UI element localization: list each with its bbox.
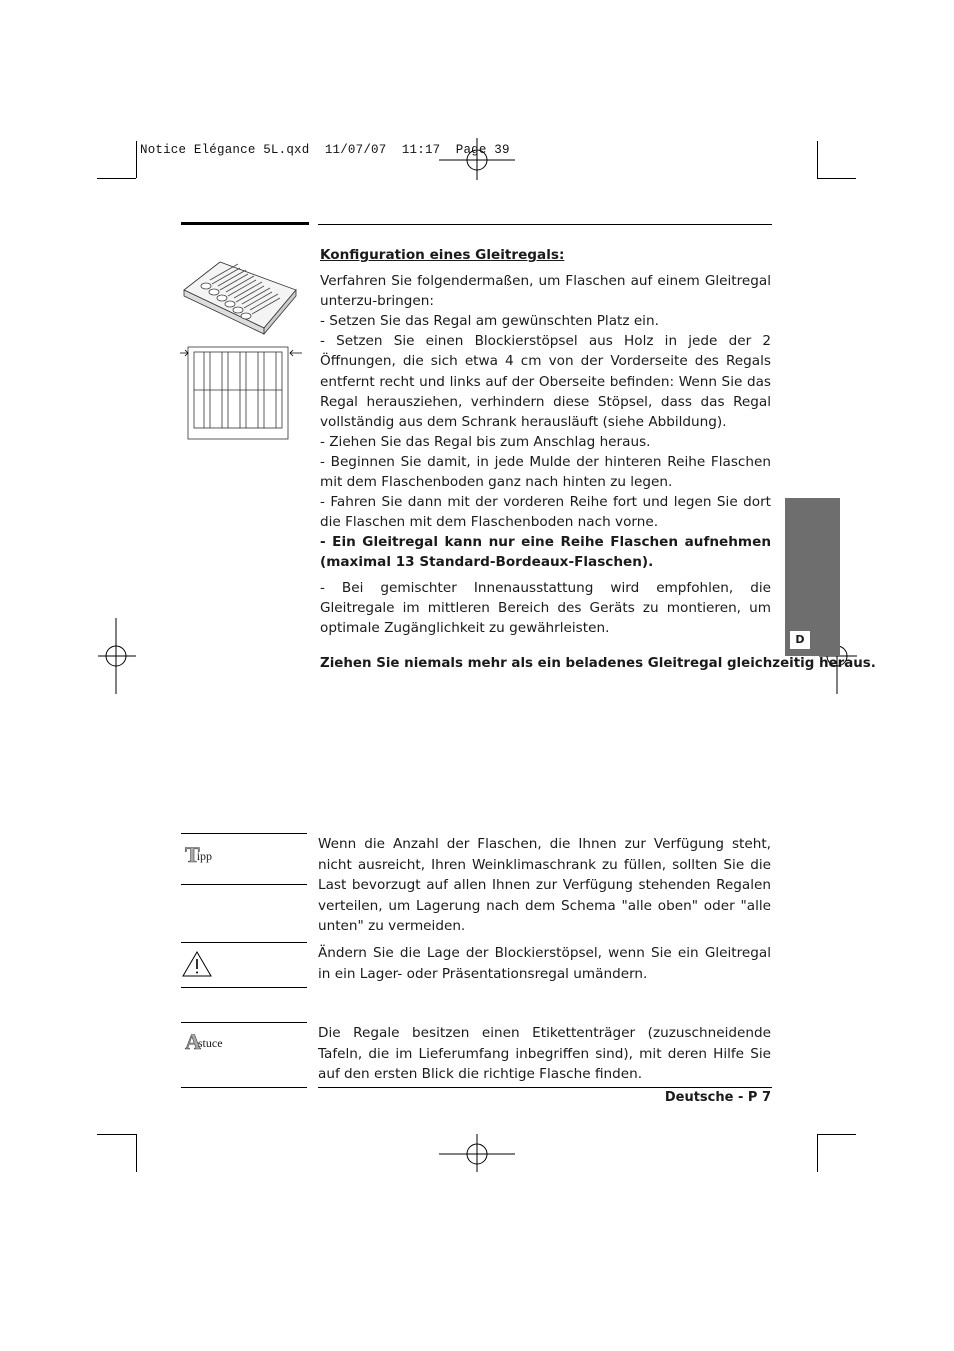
shelf-front-icon: [180, 347, 302, 439]
language-tab-letter: D: [790, 631, 810, 649]
tipp-rule-top: [181, 833, 307, 834]
astuce-initial-icon: A: [185, 1029, 201, 1054]
print-slug: Notice Elégance 5L.qxd 11/07/07 11:17 Page 39: [140, 143, 510, 157]
astuce-rule-bottom: [181, 1087, 307, 1088]
paragraph-step-3: - Ziehen Sie das Regal bis zum Anschlag heraus.: [320, 433, 651, 450]
header-rule-right: [318, 224, 772, 225]
paragraph-step-4: - Beginnen Sie damit, in jede Mulde der hinteren Reihe Flaschen mit dem Flaschenboden ganz nach hinten zu legen.: [320, 453, 771, 491]
astuce-label: [185, 1029, 226, 1055]
tipp-initial-icon: T: [185, 842, 200, 867]
warning-rule-top: [181, 942, 307, 943]
registration-mark-bottom: [437, 1134, 517, 1174]
astuce-rule-top: [181, 1022, 307, 1023]
paragraph-step-1: - Setzen Sie das Regal am gewünschten Platz ein.: [320, 313, 659, 330]
shelf-perspective-icon: [184, 262, 296, 334]
capacity-note: - Ein Gleitregal kann nur eine Reihe Flaschen aufnehmen (maximal 13 Standard-Bordeaux-Flaschen).: [320, 534, 771, 571]
warning-note: [318, 943, 771, 984]
tipp-label: [185, 842, 215, 868]
tipp-rule-bottom: [181, 884, 307, 885]
warning-rule-bottom: [181, 987, 307, 988]
section-heading: Konfiguration eines Gleitregals:: [320, 247, 565, 263]
main-section: [320, 245, 771, 638]
paragraph-step-5: - Fahren Sie dann mit der vorderen Reihe fort und legen Sie dort die Flaschen mit dem Flaschenboden nach vorne.: [320, 494, 771, 531]
paragraph-step-2: - Setzen Sie einen Blockierstöpsel aus Holz in jede der 2 Öffnungen, die sich etwa 4 cm von der Vorderseite des Regals entfernt recht und links auf der Oberseite befinden: Wenn Sie das Regal herausziehen, verhindern diese Stöpsel, dass das Regal vollständig aus dem Schrank herausläuft (siehe Abbildung).: [320, 333, 771, 430]
tipp-note: [318, 834, 771, 937]
registration-mark-left: [96, 616, 138, 696]
warning-triangle-icon: [181, 950, 213, 978]
astuce-note: [318, 1023, 771, 1085]
paragraph-intro: Verfahren Sie folgendermaßen, um Flaschen auf einem Gleitregal unterzu-bringen:: [320, 273, 771, 310]
warning-note-text: Ändern Sie die Lage der Blockierstöpsel, wenn Sie ein Gleitregal in ein Lager- oder Präsentationsregal umändern.: [318, 945, 771, 982]
page-footer: Deutsche - P 7: [664, 1090, 771, 1105]
mixed-config-note: - Bei gemischter Innenausstattung wird empfohlen, die Gleitregale im mittleren Bereich des Geräts zu montieren, um optimale Zugänglichkeit zu gewährleisten.: [320, 579, 771, 636]
astuce-note-text: Die Regale besitzen einen Etikettenträger (zuzuschneidende Tafeln, die im Lieferumfang inbegriffen sind), mit deren Hilfe Sie auf den ersten Blick die richtige Flasche finden.: [318, 1025, 771, 1082]
header-rule-left: [181, 222, 309, 225]
footer-rule: [318, 1087, 772, 1088]
pull-out-warning: Ziehen Sie niemals mehr als ein beladenes Gleitregal gleichzeitig heraus.: [320, 656, 876, 671]
tipp-note-text: Wenn die Anzahl der Flaschen, die Ihnen zur Verfügung steht, nicht ausreicht, Ihren Weinklimaschrank zu füllen, sollten Sie die Last bevorzugt auf allen Ihnen zur Verfügung stehenden Regalen verteilen, um Lagerung nach dem Schema "alle oben" oder "alle unten" zu vermeiden.: [318, 836, 771, 934]
sliding-shelf-illustration: [180, 250, 305, 445]
astuce-label-text: stuce: [197, 1036, 223, 1050]
tipp-label-text: ipp: [196, 849, 213, 863]
